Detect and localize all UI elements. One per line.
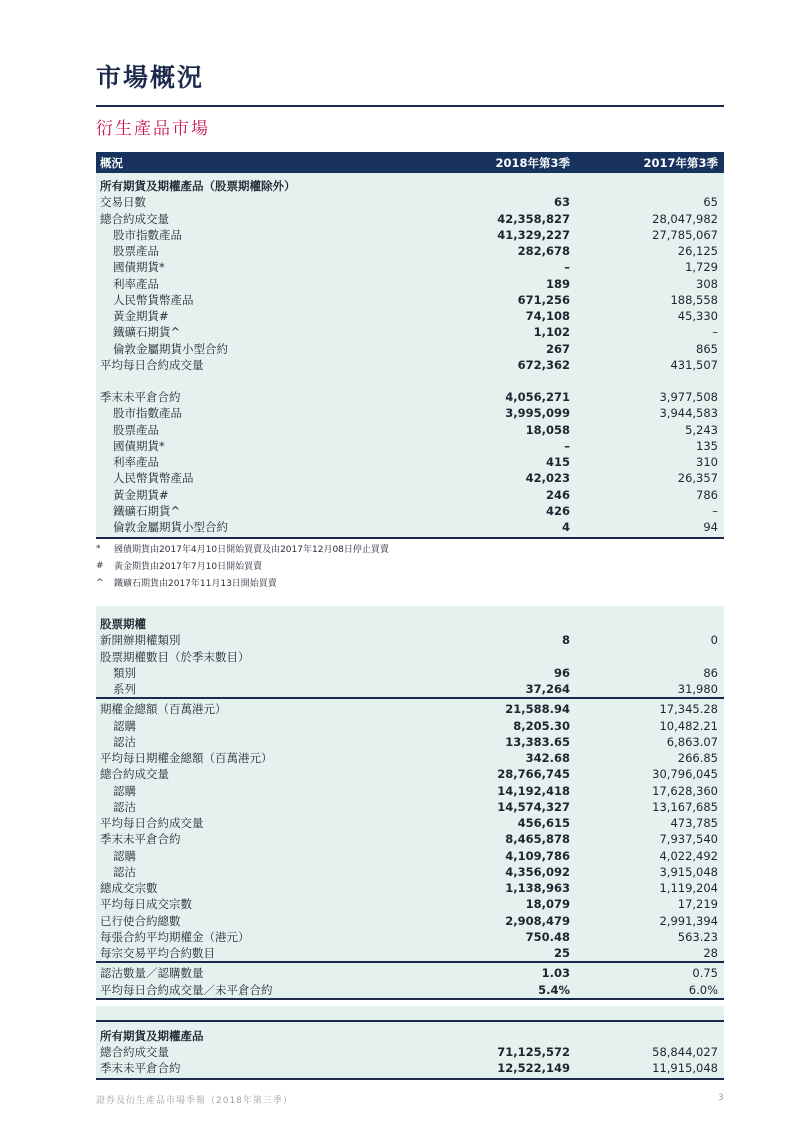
all-products-body [96, 1022, 724, 1079]
row-label: 平均每日合約成交量／未平倉合約 [100, 982, 273, 997]
all-products-table [96, 1006, 724, 1080]
row-label: 總合約成交量 [100, 211, 169, 226]
value-2017: 266.85 [677, 751, 718, 766]
table-row [96, 519, 724, 535]
row-label: 每張合約平均期權金（港元） [100, 929, 250, 944]
overview-table-body [96, 173, 724, 537]
header-label: 概況 [100, 155, 123, 170]
table-row [96, 831, 724, 847]
value-2018: 671,256 [517, 292, 570, 307]
value-2018: 426 [545, 503, 570, 518]
value-2018: – [564, 260, 570, 275]
value-2018: 1,102 [533, 325, 570, 340]
table-row [96, 389, 724, 405]
table-row [96, 357, 724, 373]
table-section-heading [96, 1028, 724, 1044]
table-row [96, 292, 724, 308]
value-2017: 786 [696, 487, 718, 502]
value-2018: 14,574,327 [497, 799, 570, 814]
row-label: 類別 [113, 665, 136, 680]
value-2017: 3,977,508 [659, 390, 718, 405]
row-spacer [96, 373, 724, 389]
value-2018: 28,766,745 [497, 767, 570, 782]
row-label: 認沽 [113, 799, 136, 814]
row-label: 平均每日成交宗數 [100, 897, 192, 912]
row-label: 股市指數產品 [113, 227, 182, 242]
row-label: 國債期貨* [113, 438, 165, 453]
value-2017: 0.75 [692, 966, 718, 981]
value-2017: 865 [696, 341, 718, 356]
value-2018: 1.03 [541, 966, 570, 981]
value-2017: 188,558 [670, 292, 718, 307]
table-section-heading [96, 616, 724, 632]
table-row [96, 734, 724, 750]
row-label: 認購 [113, 783, 136, 798]
table-row [96, 799, 724, 815]
value-2017: 310 [696, 455, 718, 470]
value-2017: 26,125 [677, 244, 718, 259]
row-label: 平均每日合約成交量 [100, 357, 204, 372]
value-2018: 3,995,099 [505, 406, 570, 421]
row-label: 國債期貨* [113, 260, 165, 275]
value-2017: 11,915,048 [652, 1061, 718, 1076]
stock-options-table [96, 606, 724, 1000]
table-row [96, 718, 724, 734]
row-label: 黃金期貨# [113, 309, 169, 324]
table-row [96, 308, 724, 324]
table-row [96, 864, 724, 880]
title-divider [96, 105, 724, 107]
table-row [96, 405, 724, 421]
row-label: 總成交宗數 [100, 881, 158, 896]
row-label: 平均每日期權金總額（百萬港元） [100, 751, 273, 766]
table-row [96, 750, 724, 766]
value-2018: 18,058 [525, 422, 570, 437]
table-row [96, 243, 724, 259]
value-2018: 37,264 [525, 682, 570, 697]
table-row [96, 965, 724, 981]
value-2018: 4 [561, 520, 570, 535]
footnote [96, 540, 724, 557]
row-label: 所有期貨及期權產品（股票期權除外） [100, 179, 296, 194]
table-bottom-rule [96, 537, 724, 539]
value-2018: 4,056,271 [505, 390, 570, 405]
row-label: 認沽 [113, 734, 136, 749]
value-2017: 28,047,982 [652, 211, 718, 226]
value-2017: – [712, 325, 718, 340]
table-row [96, 896, 724, 912]
row-label: 認沽數量／認購數量 [100, 966, 204, 981]
value-2017: 5,243 [685, 422, 718, 437]
value-2018: 8 [561, 633, 570, 648]
table-row [96, 211, 724, 227]
value-2017: 6,863.07 [666, 734, 718, 749]
table-row [96, 438, 724, 454]
table-row [96, 276, 724, 292]
row-label: 股票期權數目（於季末數目） [100, 649, 250, 664]
table-row [96, 454, 724, 470]
row-label: 認購 [113, 718, 136, 733]
row-label: 所有期貨及期權產品 [100, 1028, 204, 1043]
value-2017: 26,357 [677, 471, 718, 486]
value-2017: 94 [703, 520, 718, 535]
table-bottom-rule [96, 998, 724, 1000]
value-2018: 750.48 [525, 929, 570, 944]
table-row [96, 701, 724, 717]
table-top-band [96, 1006, 724, 1020]
value-2017: 17,219 [677, 897, 718, 912]
value-2018: 63 [553, 195, 570, 210]
table-top-band [96, 606, 724, 616]
stock-options-group-1 [96, 616, 724, 697]
row-label: 總合約成交量 [100, 767, 169, 782]
value-2017: 31,980 [677, 682, 718, 697]
value-2017: – [712, 503, 718, 518]
value-2018: 18,079 [525, 897, 570, 912]
value-2018: 42,023 [525, 471, 570, 486]
row-label: 人民幣貨幣產品 [113, 471, 194, 486]
table-row [96, 929, 724, 945]
row-label: 季末未平倉合約 [100, 1061, 181, 1076]
row-label: 鐵礦石期貨^ [113, 325, 181, 340]
header-col-2017: 2017年第3季 [643, 155, 718, 170]
value-2017: 10,482.21 [659, 718, 718, 733]
row-label: 每宗交易平均合約數目 [100, 946, 215, 961]
table-row [96, 982, 724, 998]
value-2018: 4,109,786 [505, 848, 570, 863]
footnote [96, 557, 724, 574]
footnotes [96, 540, 724, 591]
value-2018: 246 [545, 487, 570, 502]
value-2018: 71,125,572 [497, 1044, 570, 1059]
value-2018: 415 [545, 455, 570, 470]
footnote-text: 鐵礦石期貨由2017年11月13日開始買賣 [114, 579, 277, 589]
value-2018: 96 [553, 665, 570, 680]
row-label: 平均每日合約成交量 [100, 816, 204, 831]
value-2018: 41,329,227 [497, 227, 570, 242]
table-section-heading [96, 178, 724, 194]
table-row [96, 766, 724, 782]
row-label: 鐵礦石期貨^ [113, 503, 181, 518]
table-row [96, 227, 724, 243]
overview-table [96, 152, 724, 539]
value-2017: 473,785 [670, 816, 718, 831]
footnote-mark: ^ [96, 577, 104, 588]
value-2017: 7,937,540 [659, 832, 718, 847]
table-row [96, 1060, 724, 1076]
table-row [96, 649, 724, 665]
overview-table-header [96, 152, 724, 173]
section-title: 衍生產品市場 [96, 119, 210, 139]
row-label: 認沽 [113, 864, 136, 879]
table-row [96, 259, 724, 275]
value-2018: 672,362 [517, 357, 570, 372]
footnote [96, 574, 724, 591]
table-row [96, 503, 724, 519]
value-2017: 3,944,583 [659, 406, 718, 421]
footnote-text: 黃金期貨由2017年7月10日開始買賣 [114, 562, 263, 572]
value-2017: 65 [703, 195, 718, 210]
table-row [96, 945, 724, 961]
value-2018: 2,908,479 [505, 913, 570, 928]
value-2017: 6.0% [688, 982, 718, 997]
value-2017: 308 [696, 276, 718, 291]
value-2017: 17,345.28 [659, 702, 718, 717]
table-row [96, 815, 724, 831]
value-2017: 2,991,394 [659, 913, 718, 928]
value-2018: 13,383.65 [505, 734, 570, 749]
value-2018: 14,192,418 [497, 783, 570, 798]
value-2018: 267 [545, 341, 570, 356]
header-col-2018: 2018年第3季 [495, 155, 570, 170]
table-row [96, 880, 724, 896]
page-footer: 證券及衍生產品市場季報（2018年第三季） [96, 1096, 293, 1106]
value-2018: 5.4% [538, 982, 570, 997]
row-label: 系列 [113, 682, 136, 697]
table-row [96, 1044, 724, 1060]
table-row [96, 470, 724, 486]
value-2017: 1,729 [685, 260, 718, 275]
value-2018: 282,678 [517, 244, 570, 259]
value-2017: 17,628,360 [652, 783, 718, 798]
table-row [96, 341, 724, 357]
value-2018: 189 [545, 276, 570, 291]
footnote-text: 國債期貨由2017年4月10日開始買賣及由2017年12月08日停止買賣 [114, 545, 389, 555]
table-row [96, 194, 724, 210]
table-row [96, 848, 724, 864]
value-2017: 0 [710, 633, 718, 648]
table-row [96, 665, 724, 681]
value-2017: 1,119,204 [659, 881, 718, 896]
row-label: 股票期權 [100, 617, 146, 632]
value-2017: 30,796,045 [652, 767, 718, 782]
row-label: 倫敦金屬期貨小型合約 [113, 520, 228, 535]
value-2018: 21,588.94 [505, 702, 570, 717]
value-2017: 58,844,027 [652, 1044, 718, 1059]
table-row [96, 422, 724, 438]
row-label: 已行使合約總數 [100, 913, 181, 928]
value-2017: 3,915,048 [659, 864, 718, 879]
page-title: 市場概況 [96, 63, 205, 92]
table-row [96, 487, 724, 503]
row-label: 認購 [113, 848, 136, 863]
stock-options-group-2 [96, 699, 724, 961]
footnote-mark: # [96, 560, 104, 571]
value-2017: 431,507 [670, 357, 718, 372]
value-2018: 8,465,878 [505, 832, 570, 847]
value-2018: 42,358,827 [497, 211, 570, 226]
table-row [96, 783, 724, 799]
value-2017: 27,785,067 [652, 227, 718, 242]
row-label: 黃金期貨# [113, 487, 169, 502]
stock-options-group-3 [96, 963, 724, 998]
row-label: 股市指數產品 [113, 406, 182, 421]
value-2017: 563.23 [677, 929, 718, 944]
row-label: 人民幣貨幣產品 [113, 292, 194, 307]
table-row [96, 681, 724, 697]
value-2018: 25 [553, 946, 570, 961]
row-label: 倫敦金屬期貨小型合約 [113, 341, 228, 356]
table-row [96, 913, 724, 929]
footnote-mark: * [96, 543, 101, 554]
row-label: 新開辦期權類別 [100, 633, 181, 648]
row-label: 股票產品 [113, 422, 159, 437]
value-2018: 12,522,149 [497, 1061, 570, 1076]
value-2017: 13,167,685 [652, 799, 718, 814]
value-2018: 8,205.30 [513, 718, 570, 733]
row-label: 利率產品 [113, 276, 159, 291]
row-label: 股票產品 [113, 244, 159, 259]
table-bottom-rule [96, 1078, 724, 1080]
row-label: 季末未平倉合約 [100, 832, 181, 847]
value-2018: 342.68 [525, 751, 570, 766]
value-2018: 456,615 [517, 816, 570, 831]
row-label: 交易日數 [100, 195, 146, 210]
value-2017: 28 [703, 946, 718, 961]
value-2018: 4,356,092 [505, 864, 570, 879]
value-2017: 45,330 [677, 309, 718, 324]
value-2018: 74,108 [525, 309, 570, 324]
row-label: 期權金總額（百萬港元） [100, 702, 227, 717]
value-2017: 4,022,492 [659, 848, 718, 863]
page-number: 3 [718, 1093, 724, 1103]
value-2018: 1,138,963 [505, 881, 570, 896]
row-label: 季末未平倉合約 [100, 390, 181, 405]
value-2018: – [564, 438, 570, 453]
value-2017: 135 [696, 438, 718, 453]
row-label: 總合約成交量 [100, 1044, 169, 1059]
table-row [96, 632, 724, 648]
value-2017: 86 [703, 665, 718, 680]
table-row [96, 324, 724, 340]
row-label: 利率產品 [113, 455, 159, 470]
